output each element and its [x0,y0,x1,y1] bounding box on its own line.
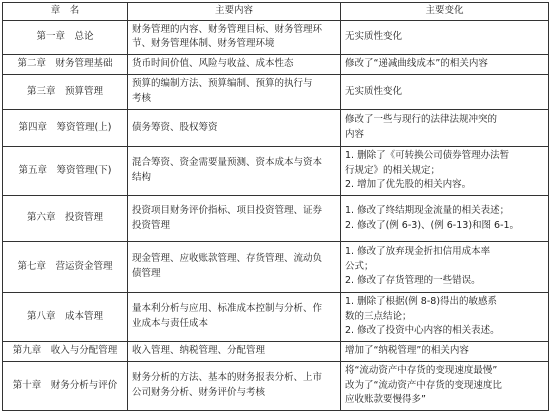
change-cell: 无实质性变化 [341,20,549,54]
header-chapter: 章 名 [3,3,128,21]
chapter-cell: 第二章 财务管理基础 [3,55,128,75]
table-row [3,293,549,342]
content-cell: 投资项目财务评价指标、项目投资管理、证券 投资管理 [128,196,341,242]
header-content: 主要内容 [128,3,341,21]
change-cell: 1. 删除了根据(例 8-8)得出的敏感系 数的三点结论； 2. 修改了投资中心内容的相关表述。 [341,293,549,342]
change-cell: 无实质性变化 [341,74,549,109]
table-row [3,20,549,54]
change-cell: 将“流动资产中存货的变现速度最慢” 改为了“流动资产中存货的变现速度比 应收账款要慢得多” [341,361,549,410]
chapter-cell: 第七章 营运资金管理 [3,242,128,293]
content-cell: 财务管理的内容、财务管理目标、财务管理环 节、财务管理体制、财务管理环境 [128,20,341,54]
table-row [3,361,549,410]
content-cell: 债务筹资、股权筹资 [128,109,341,146]
change-cell: 1. 修改了终结期现金流量的相关表述； 2. 修改了(例 6-3)、(例 6-13)和图 6-1。 [341,196,549,242]
content-cell: 预算的编制方法、预算编制、预算的执行与 考核 [128,74,341,109]
change-cell: 增加了“纳税管理”的相关内容 [341,342,549,362]
content-cell: 货币时间价值、风险与收益、成本性态 [128,55,341,75]
change-cell: 1. 删除了《可转换公司债券管理办法暂 行规定》的相关规定； 2. 增加了优先股的相关内容。 [341,146,549,195]
table-row [3,196,549,242]
content-cell: 收入管理、纳税管理、分配管理 [128,342,341,362]
header-row [3,3,549,21]
change-cell: 修改了“递减曲线成本”的相关内容 [341,55,549,75]
chapter-cell: 第九章 收入与分配管理 [3,342,128,362]
content-cell: 财务分析的方法、基本的财务报表分析、上市 公司财务分析、财务评价与考核 [128,361,341,410]
content-cell: 混合筹资、资金需要量预测、资本成本与资本 结构 [128,146,341,195]
content-cell: 现金管理、应收账款管理、存货管理、流动负 债管理 [128,242,341,293]
table-row [3,74,549,109]
change-cell: 1. 修改了放弃现金折扣信用成本率 公式； 2. 修改了存货管理的一些错误。 [341,242,549,293]
chapter-cell: 第六章 投资管理 [3,196,128,242]
changes-table [2,2,549,411]
table-row [3,342,549,362]
change-cell: 修改了一些与现行的法律法规冲突的 内容 [341,109,549,146]
table-row [3,146,549,195]
header-changes: 主要变化 [341,3,549,21]
content-cell: 量本利分析与应用、标准成本控制与分析、作 业成本与责任成本 [128,293,341,342]
table-row [3,55,549,75]
chapter-cell: 第三章 预算管理 [3,74,128,109]
table-row [3,109,549,146]
table-row [3,242,549,293]
chapter-cell: 第五章 筹资管理(下) [3,146,128,195]
chapter-cell: 第四章 筹资管理(上) [3,109,128,146]
chapter-cell: 第一章 总论 [3,20,128,54]
chapter-cell: 第八章 成本管理 [3,293,128,342]
chapter-cell: 第十章 财务分析与评价 [3,361,128,410]
